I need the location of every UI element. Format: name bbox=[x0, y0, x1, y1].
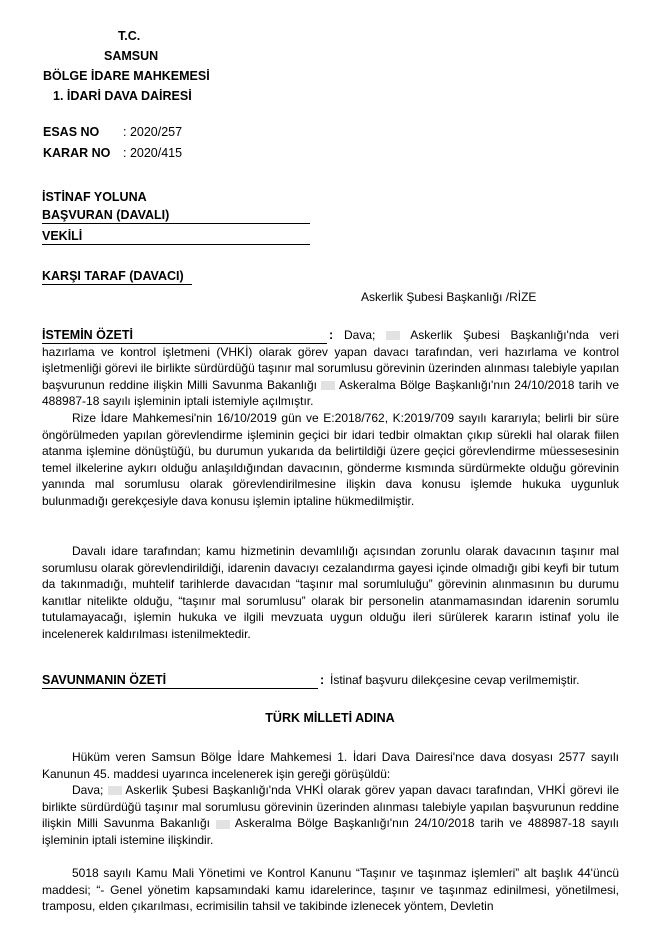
respondent-name: Askerlik Şubesi Başkanlığı /RİZE bbox=[361, 290, 537, 304]
appellant-label: BAŞVURAN (DAVALI) bbox=[42, 207, 310, 224]
appellant-line1: İSTİNAF YOLUNA bbox=[42, 190, 147, 204]
karar-row bbox=[43, 145, 182, 161]
redaction-mark bbox=[386, 331, 400, 340]
respondent-label: KARŞI TARAF (DAVACI) bbox=[42, 268, 192, 285]
redaction-mark bbox=[108, 786, 122, 795]
counsel-label: VEKİLİ bbox=[42, 228, 310, 245]
savunma-label: SAVUNMANIN ÖZETİ bbox=[42, 672, 318, 689]
hukum-paragraph-2: Dava; Askerlik Şubesi Başkanlığı'nda VHKİ olarak görev yapan davacı tarafından, VHKİ görevi ile birlikte sürdürdüğü taşınır mal sorumlusu görevinin üzerinden alınması talebiyle yapılan başvurunun reddine ilişkin Milli Savunma Bakanlığı Askeralma Bölge Başkanlığı'nın 24/10/2018 tarih ve 488987-18 sayılı işleminin iptali istemine ilişkindir. bbox=[42, 783, 619, 847]
istem-paragraph-3: Davalı idare tarafından; kamu hizmetinin devamlılığı açısından zorunlu olarak davacının taşınır mal sorumlusu olarak görevlendirildiği, idarenin davacıyı cezalandırma gayesi içinde olmadığı gibi keyfi bir tutum da takınmadığı, muhtelif tarihlerde davacıdan “taşınır mal sorumluluğu” görevinin alınmasının bu durumu kanıtlar nitelikte olduğu, “taşınır mal sorumlusu” olarak bir personelin atanmamasından idarenin sorumlu tutulamayacağı, işlemin hukuka ve ilgili mevzuata uygun olduğu ileri sürülerek kararın istinaf yolu ile incelenerek kaldırılması istenilmektedir. bbox=[42, 544, 619, 641]
redaction-mark bbox=[321, 381, 335, 390]
istem-paragraph-1: Dava; Askerlik Şubesi Başkanlığı'nda veri hazırlama ve kontrol işletmeni (VHKİ) olarak görev yapan davacı tarafından, veri hazırlama ve kontrol işletmenliği görevi ile birlikte sürdürdüğü taşınır mal sorumlusu görevinin üzerinden alınması talebiyle yapılan başvurunun reddine ilişkin Milli Savunma Bakanlığı Askeralma Bölge Başkanlığı'nın 24/10/2018 tarih ve 488987-18 sayılı işleminin iptali istemiyle açılmıştır. bbox=[42, 328, 620, 409]
esas-value: : 2020/257 bbox=[123, 125, 183, 139]
redaction-mark bbox=[216, 820, 230, 829]
hukum-paragraph-3: 5018 sayılı Kamu Mali Yönetimi ve Kontrol Kanunu “Taşınır ve taşınmaz işlemleri” alt başlık 44'üncü maddesi; “- Genel yönetim kapsamındaki kamu idarelerince, taşınır ve taşınmaz edinilmesi, yönetilmesi, tramposu, elden çıkarılması, ecrimisilin tahsil ve takibinde izlenecek yöntem, Devletin bbox=[42, 866, 619, 914]
court-tc: T.C. bbox=[118, 29, 141, 43]
istem-paragraph-2: Rize İdare Mahkemesi'nin 16/10/2019 gün ve E:2018/762, K:2019/709 sayılı kararıyla; belirli bir süre öngörülmeden yapılan görevlendirme işleminin geçici bir idari tedbir olmaktan çıkıp sürekli hal olarak fiilen atanma işlemine dönüştüğü, bu durumun yukarıda da belirtildiği üzere geçici görevlendirme müessesesinin temel ilkelerine aykırı olduğu anlaşıldığından davacının, gönderme kısmında sürdürmekte olduğu görevinin yanında mal sorumlusu olarak görevlendirilmesine ilişkin dava konusu işlemde hukuka uygunluk bulunmadığı gerekçesiyle dava konusu işlemin iptaline hükmedilmiştir. bbox=[42, 411, 619, 508]
istem-colon: : bbox=[329, 328, 334, 342]
karar-label: KARAR NO bbox=[43, 146, 111, 160]
istem-label: İSTEMİN ÖZETİ bbox=[42, 327, 327, 344]
karar-value: : 2020/415 bbox=[123, 146, 183, 160]
savunma-text: İstinaf başvuru dilekçesine cevap verilmemiştir. bbox=[330, 673, 580, 687]
court-city: SAMSUN bbox=[104, 49, 159, 63]
esas-label: ESAS NO bbox=[43, 125, 100, 139]
judgment-title: TÜRK MİLLETİ ADINA bbox=[265, 711, 395, 725]
hukum-paragraph-1: Hüküm veren Samsun Bölge İdare Mahkemesi 1. İdari Dava Dairesi'nce dava dosyası 2577 sayılı Kanunun 45. maddesi uyarınca incelenerek işin gereği görüşüldü: bbox=[42, 750, 619, 781]
court-name: BÖLGE İDARE MAHKEMESİ bbox=[43, 69, 210, 83]
court-chamber: 1. İDARİ DAVA DAİRESİ bbox=[53, 89, 192, 103]
esas-row bbox=[43, 124, 182, 140]
savunma-colon: : bbox=[320, 673, 325, 687]
